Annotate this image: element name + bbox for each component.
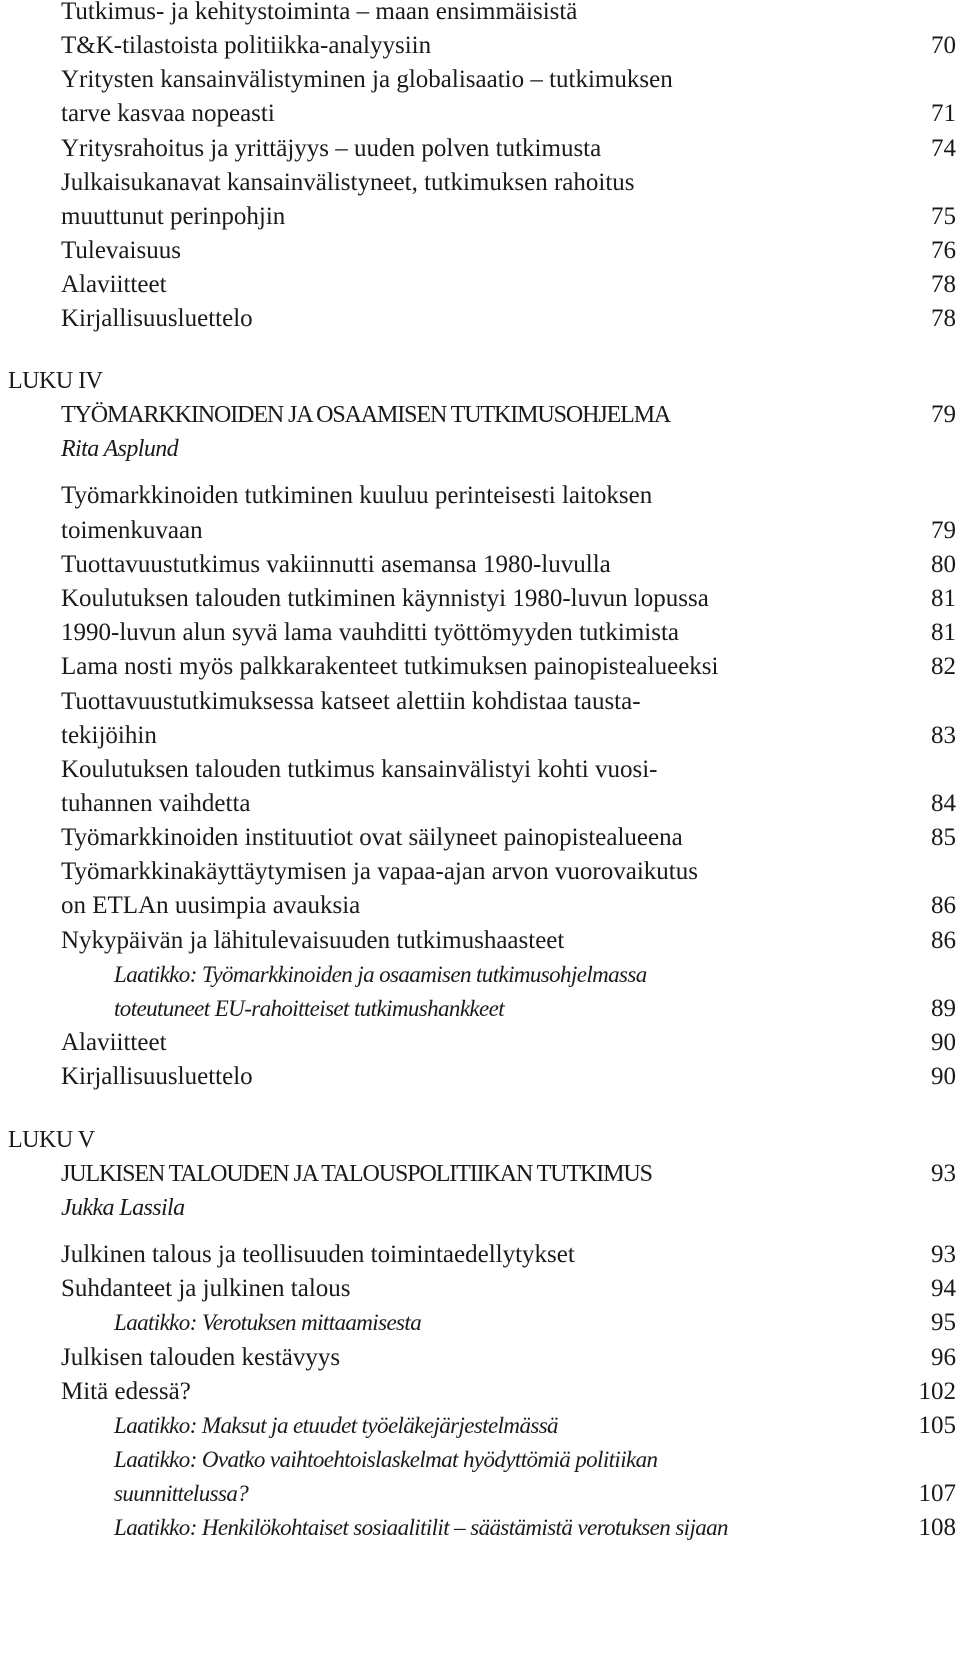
page-number: 84: [931, 790, 956, 817]
toc-text: Laatikko: Työmarkkinoiden ja osaamisen tutkimusohjelmassa: [114, 962, 647, 987]
toc-entry: [0, 787, 960, 821]
toc-box-entry: [0, 1409, 960, 1443]
toc-text: Työmarkkinoiden instituutiot ovat säilyneet painopistealueena: [61, 824, 683, 851]
page-number: 81: [931, 619, 956, 646]
toc-entry: [0, 1026, 960, 1060]
toc-entry: [0, 889, 960, 923]
toc-text: Laatikko: Ovatko vaihtoehtoislaskelmat hyödyttömiä politiikan: [114, 1447, 658, 1472]
page-number: 70: [931, 32, 956, 59]
page-number: 108: [918, 1514, 956, 1541]
toc-box-entry: [0, 958, 960, 992]
toc-text: Yritysten kansainvälistyminen ja globalisaatio – tutkimuksen: [61, 66, 673, 93]
page-number: 79: [931, 517, 956, 544]
toc-entry: [0, 1272, 960, 1306]
toc-text: Suhdanteet ja julkinen talous: [61, 1275, 351, 1302]
toc-text: Julkaisukanavat kansainvälistyneet, tutkimuksen rahoitus: [61, 169, 635, 196]
toc-text: Mitä edessä?: [61, 1378, 191, 1405]
toc-entry: [0, 548, 960, 582]
toc-text: tekijöihin: [61, 722, 157, 749]
page-number: 96: [931, 1344, 956, 1371]
page-number: 81: [931, 585, 956, 612]
toc-text: tarve kasvaa nopeasti: [61, 100, 275, 127]
toc-text: Työmarkkinoiden tutkiminen kuuluu perinteisesti laitoksen: [61, 482, 653, 509]
toc-entry: [0, 1341, 960, 1375]
toc-entry: [0, 616, 960, 650]
toc-text: Jukka Lassila: [61, 1195, 185, 1221]
toc-text: Laatikko: Verotuksen mittaamisesta: [114, 1310, 422, 1335]
toc-entry: [0, 1238, 960, 1272]
toc-entry: [0, 924, 960, 958]
page-number: 90: [931, 1029, 956, 1056]
page-number: 86: [931, 892, 956, 919]
page-number: 74: [931, 135, 956, 162]
chapter-author: [0, 432, 960, 466]
toc-text: LUKU IV: [8, 368, 103, 394]
toc-box-entry: [0, 1477, 960, 1511]
page-number: 76: [931, 237, 956, 264]
chapter-label: [0, 1123, 960, 1157]
page-number: 82: [931, 653, 956, 680]
page-number: 80: [931, 551, 956, 578]
toc-entry: [0, 0, 960, 29]
toc-entry: [0, 63, 960, 97]
toc-entry: [0, 650, 960, 684]
toc-text: JULKISEN TALOUDEN JA TALOUSPOLITIIKAN TUTKIMUS: [61, 1161, 652, 1187]
toc-text: muuttunut perinpohjin: [61, 203, 286, 230]
toc-entry: [0, 200, 960, 234]
toc-text: Lama nosti myös palkkarakenteet tutkimuksen painopistealueeksi: [61, 653, 719, 680]
toc-text: T&K-tilastoista politiikka-analyysiin: [61, 32, 432, 59]
page-number: 107: [918, 1480, 956, 1507]
toc-text: Koulutuksen talouden tutkiminen käynnistyi 1980-luvun lopussa: [61, 585, 709, 612]
toc-text: Tuottavuustutkimuksessa katseet alettiin kohdistaa tausta-: [61, 688, 641, 715]
toc-entry: [0, 1060, 960, 1094]
toc-entry: [0, 302, 960, 336]
toc-entry: [0, 97, 960, 131]
page-number: 78: [931, 271, 956, 298]
page-number: 105: [918, 1412, 956, 1439]
page-number: 85: [931, 824, 956, 851]
toc-text: Rita Asplund: [61, 436, 179, 462]
toc-entry: [0, 582, 960, 616]
toc-text: Kirjallisuusluettelo: [61, 305, 253, 332]
toc-box-entry: [0, 1443, 960, 1477]
page-number: 89: [931, 995, 956, 1022]
page-number: 93: [931, 1241, 956, 1268]
page-number: 95: [931, 1309, 956, 1336]
toc-entry: [0, 1375, 960, 1409]
toc-text: Julkisen talouden kestävyys: [61, 1344, 341, 1371]
toc-entry: [0, 234, 960, 268]
page-number: 94: [931, 1275, 956, 1302]
chapter-heading: [0, 398, 960, 432]
chapter-author: [0, 1191, 960, 1225]
page-number: 75: [931, 203, 956, 230]
toc-entry: [0, 29, 960, 63]
toc-text: tuhannen vaihdetta: [61, 790, 251, 817]
toc-text: 1990-luvun alun syvä lama vauhditti työttömyyden tutkimista: [61, 619, 679, 646]
toc-text: Tulevaisuus: [61, 237, 181, 264]
toc-text: Nykypäivän ja lähitulevaisuuden tutkimushaasteet: [61, 927, 565, 954]
page-number: 90: [931, 1063, 956, 1090]
toc-text: Yritysrahoitus ja yrittäjyys – uuden polven tutkimusta: [61, 135, 602, 162]
toc-entry: [0, 514, 960, 548]
toc-box-entry: [0, 992, 960, 1026]
toc-entry: [0, 821, 960, 855]
toc-box-entry: [0, 1306, 960, 1340]
toc-entry: [0, 132, 960, 166]
page-number: 102: [918, 1378, 956, 1405]
toc-entry: [0, 166, 960, 200]
toc-entry: [0, 855, 960, 889]
toc-text: Laatikko: Maksut ja etuudet työeläkejärjestelmässä: [114, 1413, 558, 1438]
toc-text: toimenkuvaan: [61, 517, 203, 544]
toc-text: Työmarkkinakäyttäytymisen ja vapaa-ajan arvon vuorovaikutus: [61, 858, 698, 885]
toc-text: Tutkimus- ja kehitystoiminta – maan ensimmäisistä: [61, 0, 578, 25]
page-number: 79: [931, 401, 956, 428]
page-number: 71: [931, 100, 956, 127]
toc-text: Koulutuksen talouden tutkimus kansainvälistyi kohti vuosi-: [61, 756, 658, 783]
toc-entry: [0, 268, 960, 302]
toc-text: suunnittelussa?: [114, 1481, 249, 1506]
toc-text: Kirjallisuusluettelo: [61, 1063, 253, 1090]
toc-text: Alaviitteet: [61, 271, 167, 298]
toc-text: on ETLAn uusimpia avauksia: [61, 892, 361, 919]
toc-text: Julkinen talous ja teollisuuden toimintaedellytykset: [61, 1241, 575, 1268]
toc-entry: [0, 685, 960, 719]
toc-text: Laatikko: Henkilökohtaiset sosiaalitilit – säästämistä verotuksen sijaan: [114, 1515, 728, 1540]
chapter-heading: [0, 1157, 960, 1191]
toc-entry: [0, 479, 960, 513]
toc-text: Tuottavuustutkimus vakiinnutti asemansa 1980-luvulla: [61, 551, 611, 578]
page-number: 93: [931, 1160, 956, 1187]
page-number: 78: [931, 305, 956, 332]
toc-text: LUKU V: [8, 1127, 95, 1153]
toc-entry: [0, 753, 960, 787]
page-number: 83: [931, 722, 956, 749]
toc-text: TYÖMARKKINOIDEN JA OSAAMISEN TUTKIMUSOHJELMA: [61, 402, 671, 428]
page-number: 86: [931, 927, 956, 954]
chapter-label: [0, 364, 960, 398]
toc-entry: [0, 719, 960, 753]
toc-box-entry: [0, 1511, 960, 1545]
toc-text: toteutuneet EU-rahoitteiset tutkimushankkeet: [114, 996, 505, 1021]
toc-text: Alaviitteet: [61, 1029, 167, 1056]
